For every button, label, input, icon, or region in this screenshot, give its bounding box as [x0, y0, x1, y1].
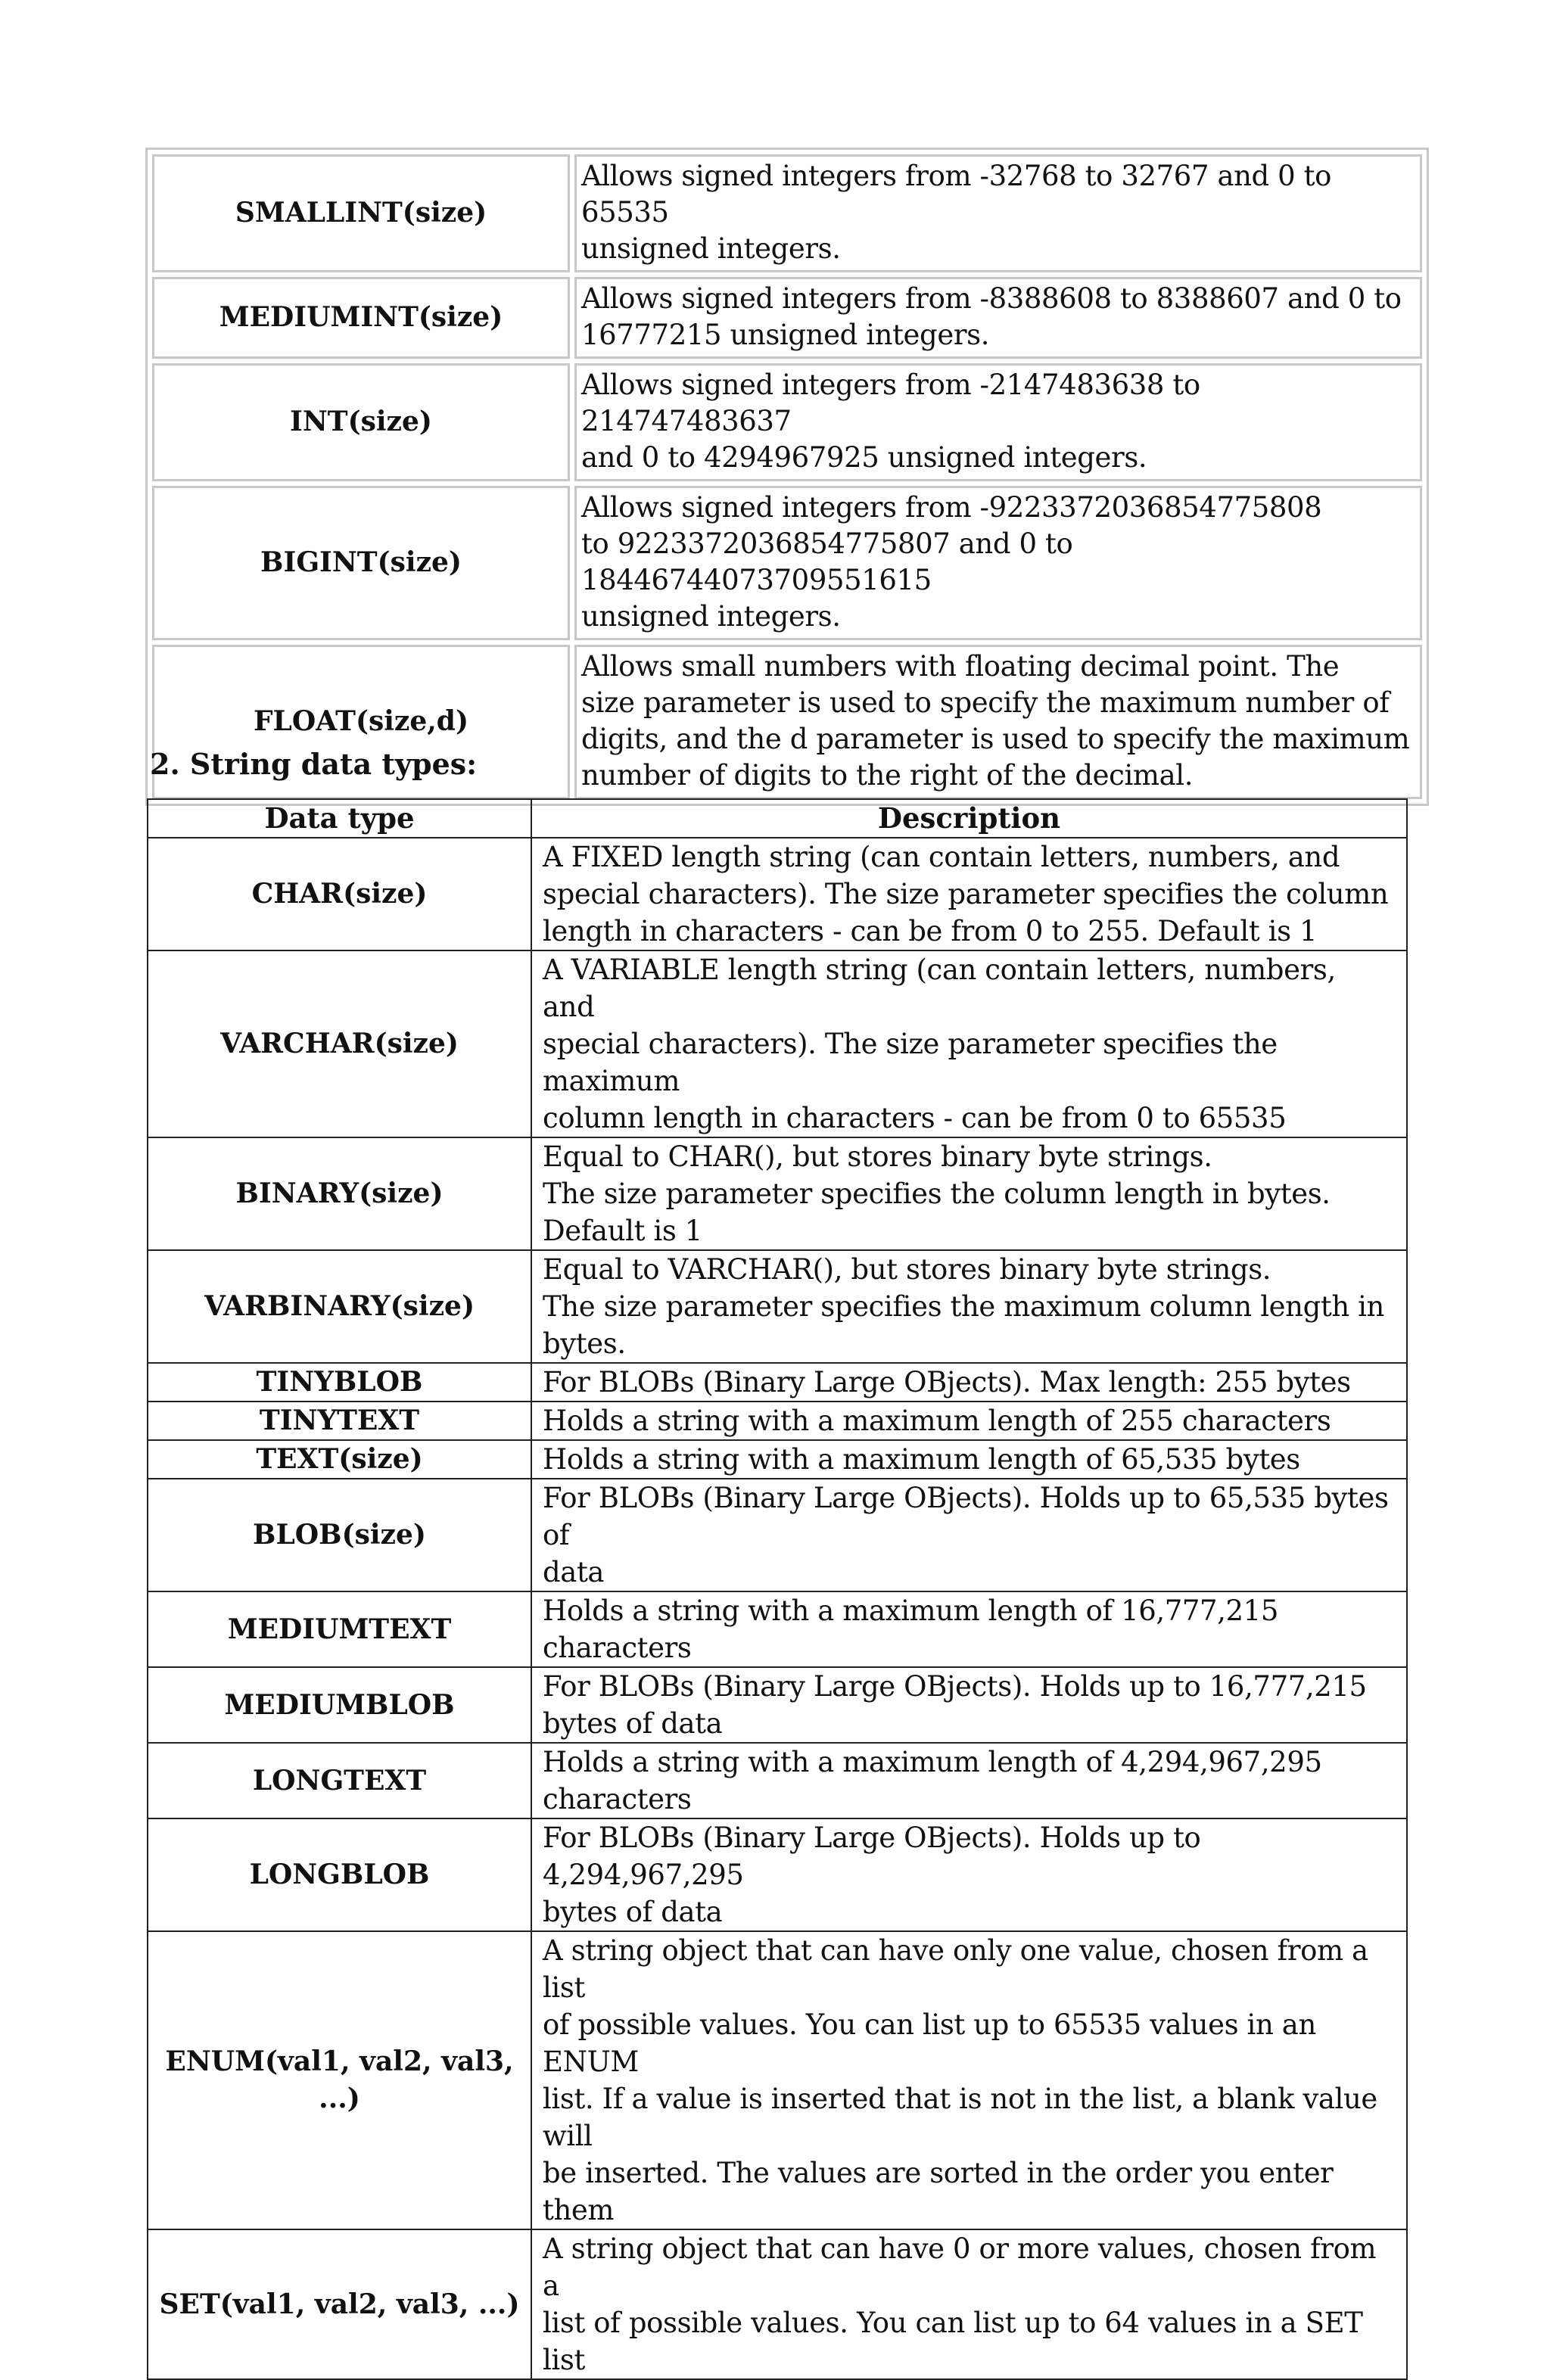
table-row — [148, 2229, 1407, 2379]
description-cell: A FIXED length string (can contain letters, numbers, and special characters). The size parameter specifies the column length in characters - can be from 0 to 255. Default is 1 — [531, 838, 1407, 950]
description-cell: For BLOBs (Binary Large OBjects). Holds up to 16,777,215 bytes of data — [531, 1667, 1407, 1743]
data-type-cell: INT(size) — [152, 363, 570, 481]
table-header-row — [148, 799, 1407, 838]
table-row — [148, 1931, 1407, 2229]
table-row — [148, 1479, 1407, 1591]
description-cell: A string object that can have 0 or more values, chosen from a list of possible values. You can list up to 64 values in a SET list — [531, 2229, 1407, 2379]
data-type-cell: MEDIUMINT(size) — [152, 277, 570, 359]
section-heading: 2. String data types: — [150, 747, 478, 781]
data-type-cell: CHAR(size) — [148, 838, 531, 950]
numeric-data-types-table — [145, 148, 1429, 806]
table-row — [148, 1402, 1407, 1440]
data-type-cell: MEDIUMTEXT — [148, 1591, 531, 1667]
data-type-cell: BINARY(size) — [148, 1137, 531, 1250]
data-type-cell: TINYTEXT — [148, 1402, 531, 1440]
description-cell: Allows signed integers from -9223372036854775808 to 9223372036854775807 and 0 to 18446744073709551615 unsigned integers. — [574, 486, 1422, 640]
data-type-cell: MEDIUMBLOB — [148, 1667, 531, 1743]
description-cell: Allows signed integers from -2147483638 to 214747483637 and 0 to 4294967925 unsigned integers. — [574, 363, 1422, 481]
table-row — [152, 363, 1422, 481]
description-cell: A string object that can have only one value, chosen from a list of possible values. You can list up to 65535 values in an ENUM list. If a value is inserted that is not in the list, a blank value will be inserted. The values are sorted in the order you enter them — [531, 1931, 1407, 2229]
description-cell: Holds a string with a maximum length of 65,535 bytes — [531, 1440, 1407, 1479]
table-row — [148, 1137, 1407, 1250]
string-data-types-table — [147, 798, 1408, 2380]
data-type-cell: TEXT(size) — [148, 1440, 531, 1479]
table-row — [152, 277, 1422, 359]
header-description: Description — [531, 799, 1407, 838]
data-type-cell: LONGBLOB — [148, 1818, 531, 1931]
table-row — [148, 1250, 1407, 1363]
data-type-cell: VARCHAR(size) — [148, 950, 531, 1137]
table-row — [148, 950, 1407, 1137]
table-row — [148, 1363, 1407, 1402]
table-row — [152, 154, 1422, 272]
table-row — [148, 838, 1407, 950]
description-cell: Holds a string with a maximum length of 4,294,967,295 characters — [531, 1743, 1407, 1818]
data-type-cell: LONGTEXT — [148, 1743, 531, 1818]
table-row — [148, 1440, 1407, 1479]
table-row — [148, 1818, 1407, 1931]
data-type-cell: VARBINARY(size) — [148, 1250, 531, 1363]
description-cell: Allows small numbers with floating decimal point. The size parameter is used to specify the maximum number of digits, and the d parameter is used to specify the maximum number of digits to the right of the decimal. — [574, 645, 1422, 799]
description-cell: A VARIABLE length string (can contain letters, numbers, and special characters). The size parameter specifies the maximum column length in characters - can be from 0 to 65535 — [531, 950, 1407, 1137]
data-type-cell: BLOB(size) — [148, 1479, 531, 1591]
description-cell: Equal to CHAR(), but stores binary byte strings. The size parameter specifies the column length in bytes. Default is 1 — [531, 1137, 1407, 1250]
table-row — [148, 1743, 1407, 1818]
data-type-cell: SMALLINT(size) — [152, 154, 570, 272]
data-type-cell: FLOAT(size,d) — [152, 645, 570, 799]
data-type-cell: TINYBLOB — [148, 1363, 531, 1402]
description-cell: Equal to VARCHAR(), but stores binary byte strings. The size parameter specifies the maximum column length in bytes. — [531, 1250, 1407, 1363]
description-cell: For BLOBs (Binary Large OBjects). Holds up to 4,294,967,295 bytes of data — [531, 1818, 1407, 1931]
description-cell: Holds a string with a maximum length of 16,777,215 characters — [531, 1591, 1407, 1667]
data-type-cell: BIGINT(size) — [152, 486, 570, 640]
description-cell: Allows signed integers from -8388608 to 8388607 and 0 to 16777215 unsigned integers. — [574, 277, 1422, 359]
table-row — [152, 486, 1422, 640]
table-row — [148, 1667, 1407, 1743]
data-type-cell: SET(val1, val2, val3, ...) — [148, 2229, 531, 2379]
description-cell: Allows signed integers from -32768 to 32767 and 0 to 65535 unsigned integers. — [574, 154, 1422, 272]
table-row — [148, 1591, 1407, 1667]
description-cell: For BLOBs (Binary Large OBjects). Holds up to 65,535 bytes of data — [531, 1479, 1407, 1591]
header-data-type: Data type — [148, 799, 531, 838]
data-type-cell: ENUM(val1, val2, val3, ...) — [148, 1931, 531, 2229]
description-cell: For BLOBs (Binary Large OBjects). Max length: 255 bytes — [531, 1363, 1407, 1402]
description-cell: Holds a string with a maximum length of 255 characters — [531, 1402, 1407, 1440]
